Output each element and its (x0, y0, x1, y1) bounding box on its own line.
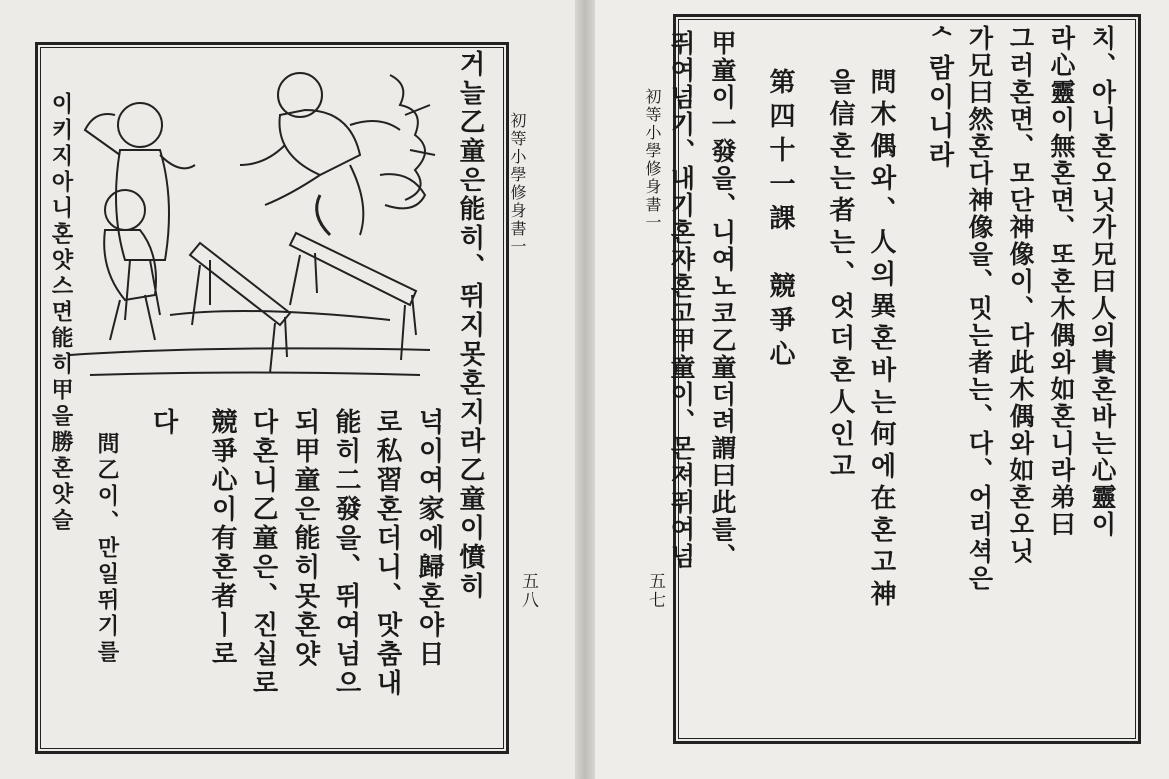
running-head: 初等小學修身書一 (643, 88, 662, 232)
question-column: 問乙이、만일뛰기를 (94, 432, 120, 666)
text-column: 치、아니혼오닛가兄曰人의貴혼바는心靈이 (1088, 25, 1117, 538)
text-column: 을信혼는者는、엇더혼人인고 (825, 68, 855, 484)
text-column: 되甲童은能히못혼얏 (290, 408, 320, 669)
left-page (0, 0, 575, 779)
page-number: 五七 (645, 572, 665, 610)
lesson-title: 第四十一課 競爭心 (765, 68, 795, 374)
text-column: 다 (148, 408, 178, 437)
text-column: 競爭心이有혼者ㅣ로 (207, 408, 237, 669)
text-column: 넉이여家에歸혼야日 (414, 408, 444, 669)
text-column: 그러혼면、모단神像이、다此木偶와如혼오닛 (1006, 25, 1035, 565)
illustration-leaping-boys (50, 55, 450, 395)
text-column: 다혼니乙童은、진실로 (248, 408, 278, 698)
text-column: 로私習혼더니、맛춤내 (372, 408, 402, 698)
text-column: 거늘乙童은能히、뛰지못혼지라乙童이憤히 (455, 50, 485, 601)
right-page (595, 0, 1169, 779)
running-head: 初等小學修身書一 (508, 112, 527, 256)
text-column: 가兄曰然혼다神像을、밋는者는、다、어리셕은 (965, 25, 994, 592)
text-column: 라心靈이無혼면、또혼木偶와如혼니라弟曰 (1047, 25, 1076, 538)
page-number: 五八 (518, 572, 538, 610)
text-column: 이키지아니혼얏스면能히甲을勝혼얏슬 (48, 92, 74, 534)
text-column: 甲童이一發을、니여노코乙童더려謂曰此를、 (708, 30, 737, 570)
question-column: 問木偶와、人의異혼바는何에在혼고神 (866, 68, 896, 612)
text-column: ᄉ람이니라 (924, 25, 954, 170)
book-gutter (575, 0, 595, 779)
text-column: 能히二發을、뛰여넘으 (331, 408, 361, 698)
text-column: 뛰여넘기、내기혼쟈혼고甲童이、몬져뛰여넘 (667, 30, 696, 570)
